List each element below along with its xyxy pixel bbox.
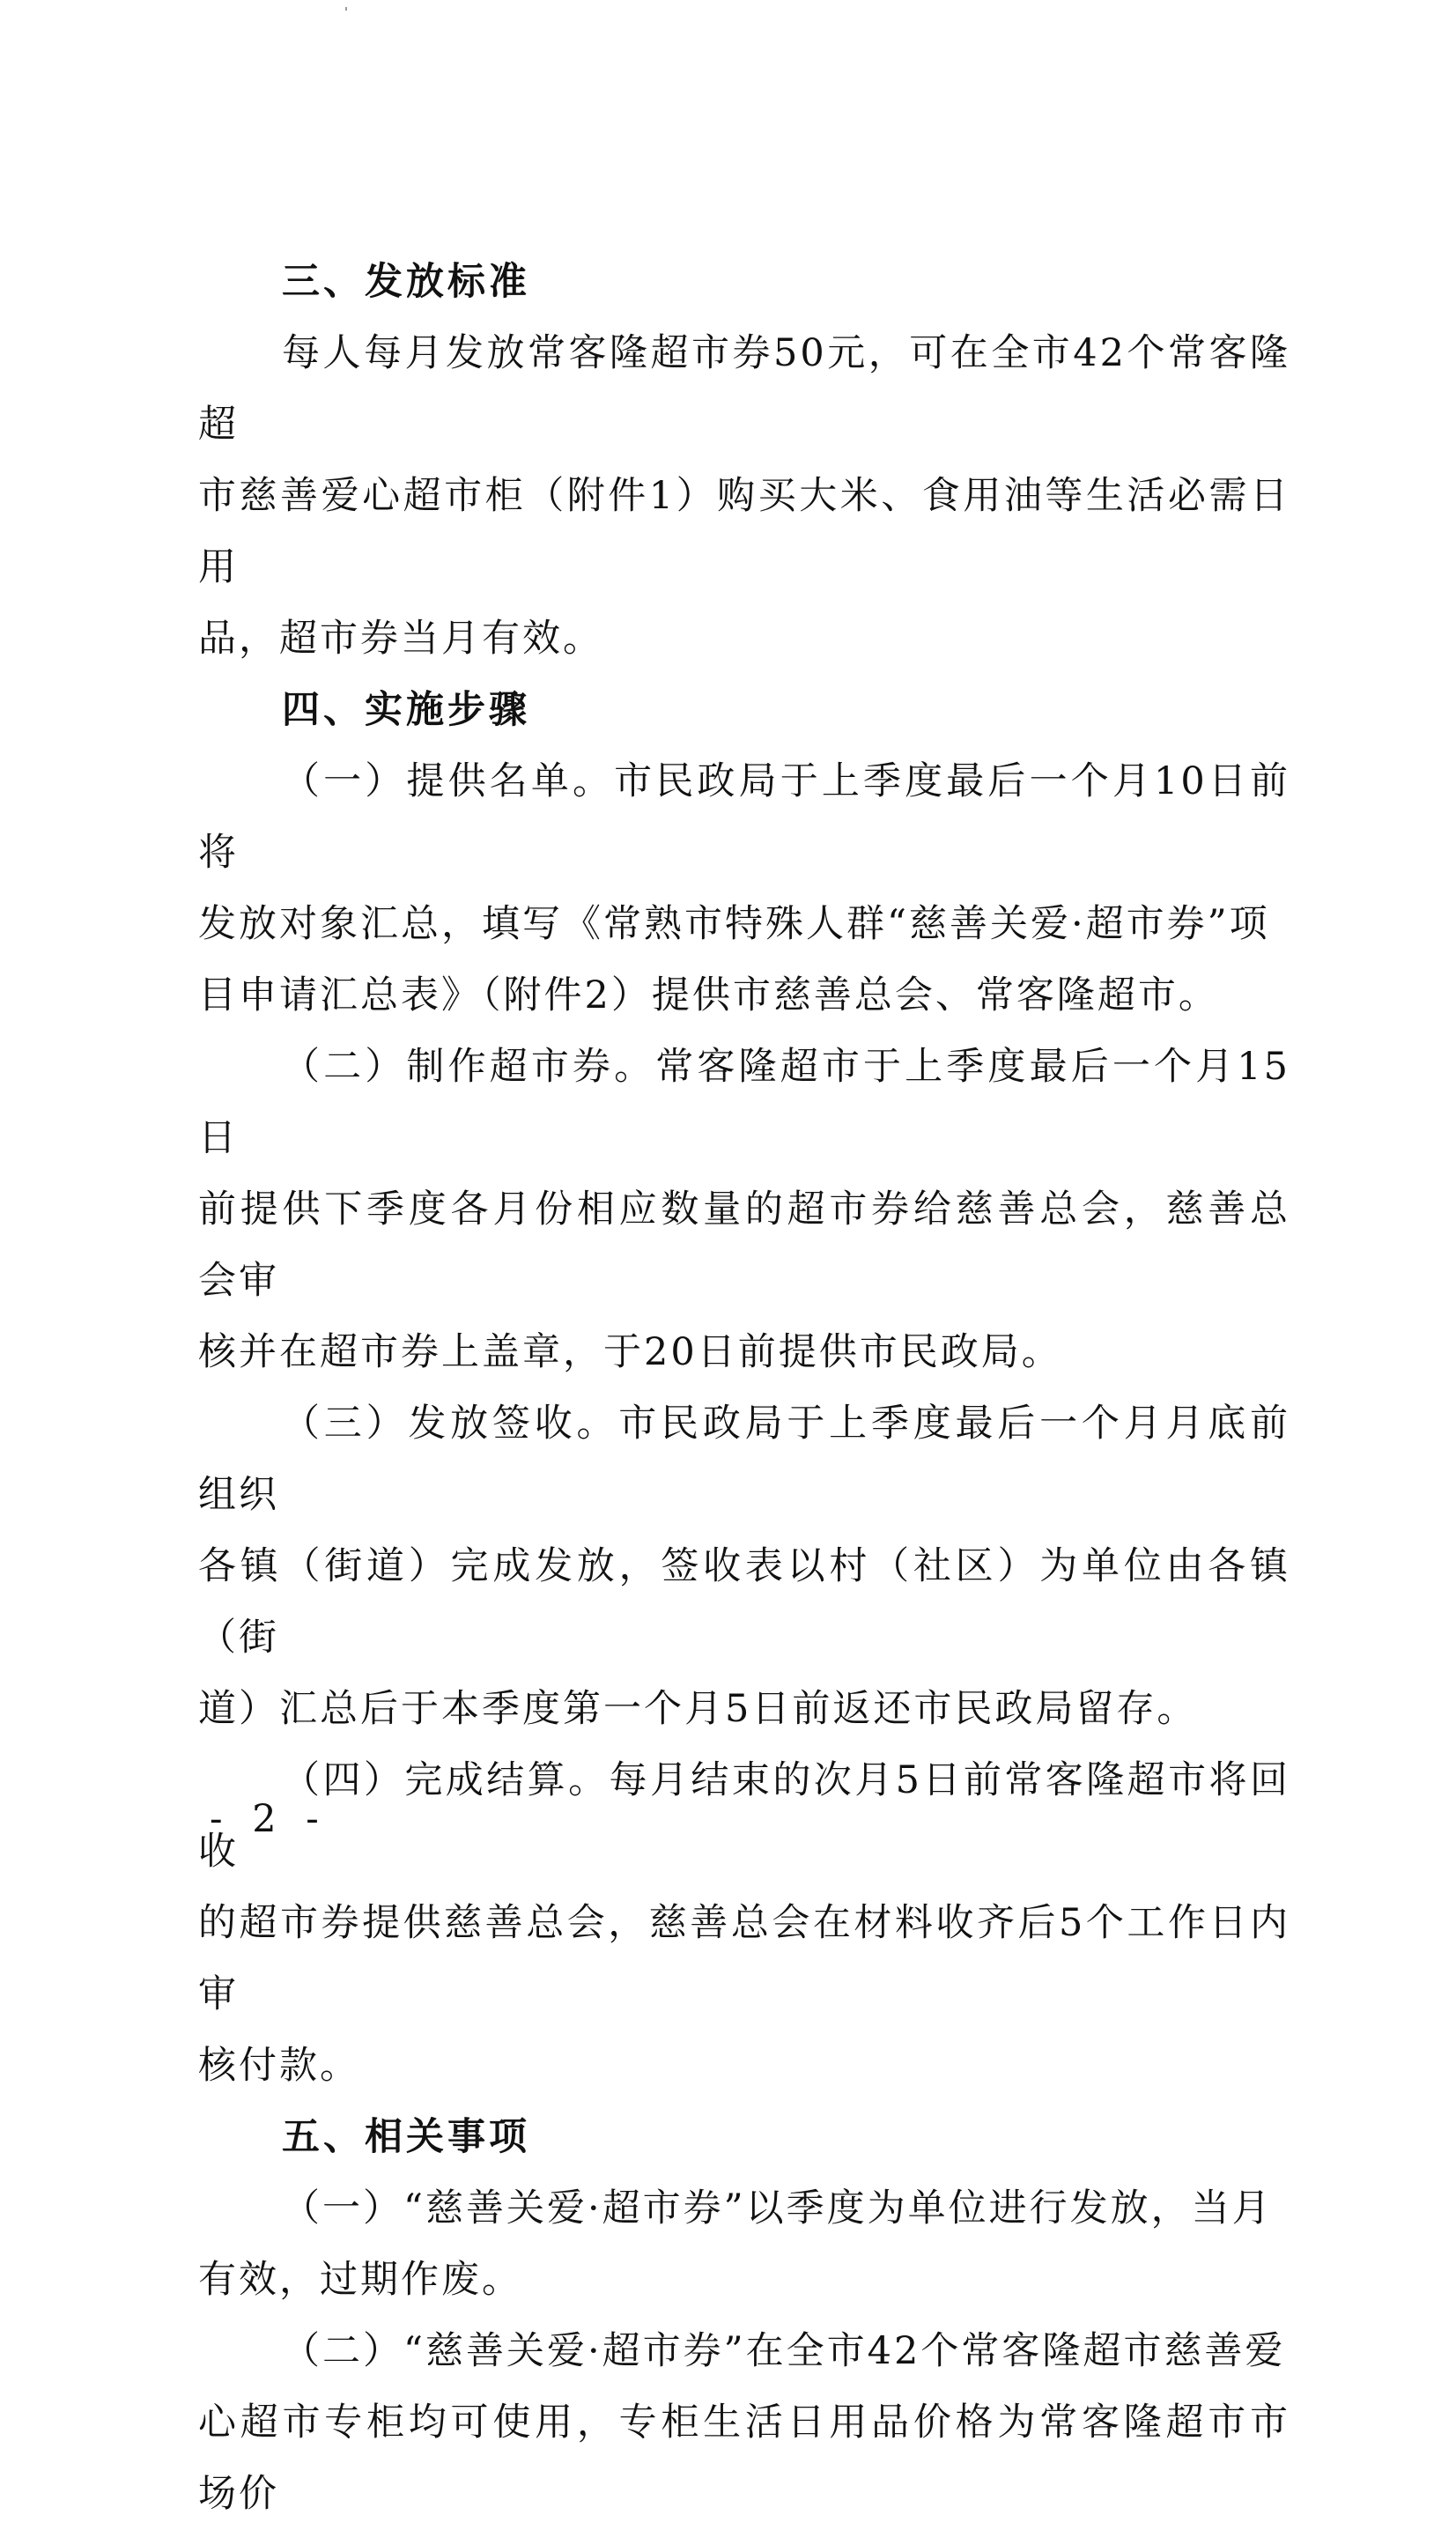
paragraph-step-1: [198, 746, 1290, 1032]
page-number: - 2 -: [210, 1797, 328, 1841]
line: （三）发放签收。市民政局于上季度最后一个月月底前组织: [198, 1402, 1290, 1517]
line: 各镇（街道）完成发放，签收表以村（社区）为单位由各镇（街: [198, 1544, 1290, 1660]
line: 道）汇总后于本季度第一个月5日前返还市民政局留存。: [198, 1687, 1198, 1731]
line: 市慈善爱心超市柜（附件1）购买大米、食用油等生活必需日用: [198, 474, 1290, 589]
section-heading-4: 四、实施步骤: [282, 688, 530, 732]
section-heading-5: 五、相关事项: [282, 2115, 530, 2159]
line: （二）制作超市券。常客隆超市于上季度最后一个月15日: [198, 1045, 1290, 1160]
body-text: [198, 247, 1290, 2530]
line: 目申请汇总表》（附件2）提供市慈善总会、常客隆超市。: [198, 973, 1219, 1017]
section-heading-3: 三、发放标准: [282, 260, 530, 304]
line: 的超市券提供慈善总会，慈善总会在材料收齐后5个工作日内审: [198, 1901, 1290, 2016]
line: 有效，过期作废。: [198, 2258, 522, 2302]
line: 发放对象汇总，填写《常熟市特殊人群“慈善关爱·超市券”项: [198, 902, 1270, 946]
line: 核付款。: [198, 2044, 360, 2088]
line: 品，超市券当月有效。: [198, 617, 603, 661]
line: 核并在超市券上盖章，于20日前提供市民政局。: [198, 1330, 1062, 1374]
paragraph-standard: [198, 318, 1290, 675]
paragraph-matter-2: [198, 2316, 1290, 2530]
line: 每人每月发放常客隆超市券50元，可在全市42个常客隆超: [198, 331, 1290, 447]
line: 心超市专柜均可使用，专柜生活日用品价格为常客隆超市市场价: [198, 2401, 1290, 2516]
line: （四）完成结算。每月结束的次月5日前常客隆超市将回收: [198, 1758, 1290, 1874]
line: （二）“慈善关爱·超市券”在全市42个常客隆超市慈善爱: [282, 2329, 1286, 2373]
line: 前提供下季度各月份相应数量的超市券给慈善总会，慈善总会审: [198, 1187, 1290, 1303]
line: （一）提供名单。市民政局于上季度最后一个月10日前将: [198, 759, 1290, 875]
paragraph-step-4: [198, 1745, 1290, 2102]
paragraph-step-3: [198, 1388, 1290, 1745]
line: （一）“慈善关爱·超市券”以季度为单位进行发放，当月: [282, 2186, 1273, 2230]
paragraph-step-2: [198, 1032, 1290, 1388]
scan-mark: [345, 7, 347, 11]
paragraph-matter-1: [198, 2173, 1290, 2316]
